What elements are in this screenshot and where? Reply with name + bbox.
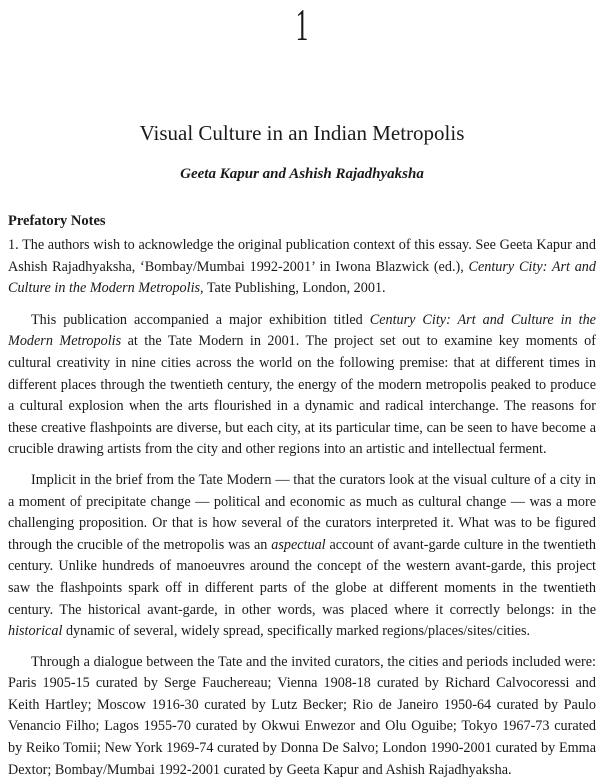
paragraph-brief (8, 470, 596, 643)
paragraph-text: account of avant-garde culture in the twentieth century. Unlike hundreds of manoeuvres around the concept of the western avant-garde, this project saw the flashpoints spark off in different parts of the globe at different moments in the twentieth century. The historical avant-garde, in other words, was placed where it correctly belongs: in the (8, 536, 596, 618)
section-heading: Prefatory Notes (8, 213, 106, 229)
paragraph-note-1 (8, 235, 596, 300)
paragraph-text: dynamic of several, widely spread, specifically marked regions/places/sites/cities. (62, 623, 531, 640)
italic-book-title: Century City: Art and Culture in the Modern Metropolis (8, 258, 596, 297)
paragraph-text: 1. The authors wish to acknowledge the original publication context of this essay. See Geeta Kapur and Ashish Rajadhyaksha, ‘Bombay/Mumbai 1992-2001’ in Iwona Blazwick (ed.), (8, 237, 596, 275)
paragraph-text: at the Tate Modern in 2001. The project set out to examine key moments of cultural creativity in nine cities across the world on the following premise: that at different times in different places through the twentieth century, the energy of the modern metropolis peaked to produce a cultural explosion when the arts flourished in a dynamic and radical interchange. The reasons for these creative flashpoints are diverse, but each city, at its particular time, can be seen to have become a crucible drawing artists from the city and other regions into an artistic and intellectual ferment. (8, 333, 596, 458)
italic-word: historical (8, 623, 63, 640)
paragraph-text: Through a dialogue between the Tate and the invited curators, the cities and periods included were: Paris 1905-15 curated by Serge Fauchereau; Vienna 1908-18 curated by Richard Calvocoressi and Keith Hartley; Moscow 1916-30 curated by Lutz Becker; Rio de Janeiro 1950-64 curated by Paulo Venancio Filho; Lagos 1955-70 curated by Okwui Enwezor and Olu Oguibe; Tokyo 1967-73 curated by Reiko Tomii; New York 1969-74 curated by Donna De Salvo; London 1990-2001 curated by Emma Dextor; Bombay/Mumbai 1992-2001 curated by Geeta Kapur and Ashish Rajadhyaksha. (8, 653, 596, 778)
paragraph-exhibition (8, 310, 596, 461)
paragraph-text: , Tate Publishing, London, 2001. (200, 280, 386, 297)
chapter-number: 1 (295, 0, 309, 50)
paragraph-text: This publication accompanied a major exhibition titled (31, 311, 370, 328)
paragraph-cities (8, 652, 596, 781)
chapter-title: Visual Culture in an Indian Metropolis (139, 121, 465, 145)
paragraph-text: Implicit in the brief from the Tate Modern — that the curators look at the visual culture of a city in a moment of precipitate change — political and economic as much as cultural change — was a more challenging proposition. Or that is how several of the curators interpreted it. What was to be figured through the crucible of the metropolis was an (8, 471, 596, 553)
italic-word: aspectual (271, 536, 326, 553)
italic-exhibition-title: Century City: Art and Culture in the Modern Metropolis (8, 311, 596, 350)
chapter-authors: Geeta Kapur and Ashish Rajadhyaksha (180, 166, 424, 182)
